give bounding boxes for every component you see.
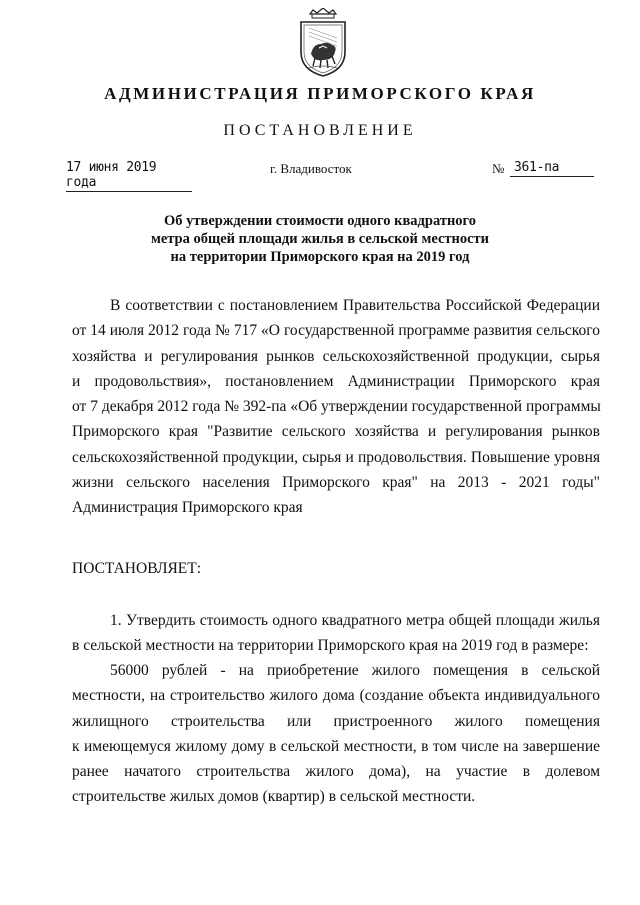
- document-date: 17 июня 2019 года: [66, 160, 192, 192]
- title-line: на территории Приморского края на 2019 год: [170, 249, 470, 265]
- preamble-line: от 14 июля 2012 года № 717 «О государственной программе развития сельского: [72, 322, 600, 340]
- document-city: г. Владивосток: [270, 161, 352, 176]
- item-1-line: в сельской местности на территории Приморского края на 2019 год в размере:: [72, 637, 589, 655]
- price-line: ранее начатого строительства жилого дома), на участие в долевом: [72, 763, 600, 781]
- preamble-line: и продовольствия», постановлением Администрации Приморского края: [72, 372, 600, 390]
- organization-name: АДМИНИСТРАЦИЯ ПРИМОРСКОГО КРАЯ: [104, 84, 536, 103]
- document-title: [0, 212, 640, 266]
- coat-of-arms-emblem: [297, 8, 349, 78]
- price-line: строительстве жилых домов (квартир) в сельской местности.: [72, 788, 476, 806]
- item-1-line: 1. Утвердить стоимость одного квадратного метра общей площади жилья: [110, 612, 600, 629]
- preamble-line: Приморского края "Развитие сельского хозяйства и регулирования рынков: [72, 423, 600, 441]
- decree-word: ПОСТАНОВЛЯЕТ:: [72, 560, 202, 577]
- price-line: местности, на строительство жилого дома (создание объекта индивидуального: [72, 687, 600, 705]
- price-line: к имеющемуся жилому дому в сельской местности, в том числе на завершение: [72, 737, 600, 755]
- preamble-line: от 7 декабря 2012 года № 392-па «Об утверждении государственной программы: [72, 398, 601, 416]
- preamble-line: жизни сельского населения Приморского края" на 2013 - 2021 годы": [72, 474, 600, 492]
- preamble-line: В соответствии с постановлением Правительства Российской Федерации: [110, 297, 600, 314]
- item-1-paragraph: [72, 608, 600, 659]
- document-type: ПОСТАНОВЛЕНИЕ: [223, 122, 417, 139]
- document-number: 361-па: [510, 160, 594, 177]
- price-paragraph: [72, 658, 600, 810]
- price-line: жилищного строительства или пристроенного жилого помещения: [72, 712, 600, 730]
- preamble-line: Администрация Приморского края: [72, 499, 303, 517]
- document-number-sign: №: [492, 161, 505, 176]
- preamble-paragraph: [72, 293, 600, 521]
- price-line: 56000 рублей - на приобретение жилого помещения в сельской: [110, 662, 600, 679]
- title-line: Об утверждении стоимости одного квадратного: [163, 213, 477, 229]
- preamble-line: хозяйства и регулирования рынков сельскохозяйственной продукции, сырья: [72, 347, 600, 365]
- preamble-line: сельскохозяйственной продукции, сырья и продовольствия. Повышение уровня: [72, 448, 600, 466]
- title-line: метра общей площади жилья в сельской местности: [150, 231, 490, 247]
